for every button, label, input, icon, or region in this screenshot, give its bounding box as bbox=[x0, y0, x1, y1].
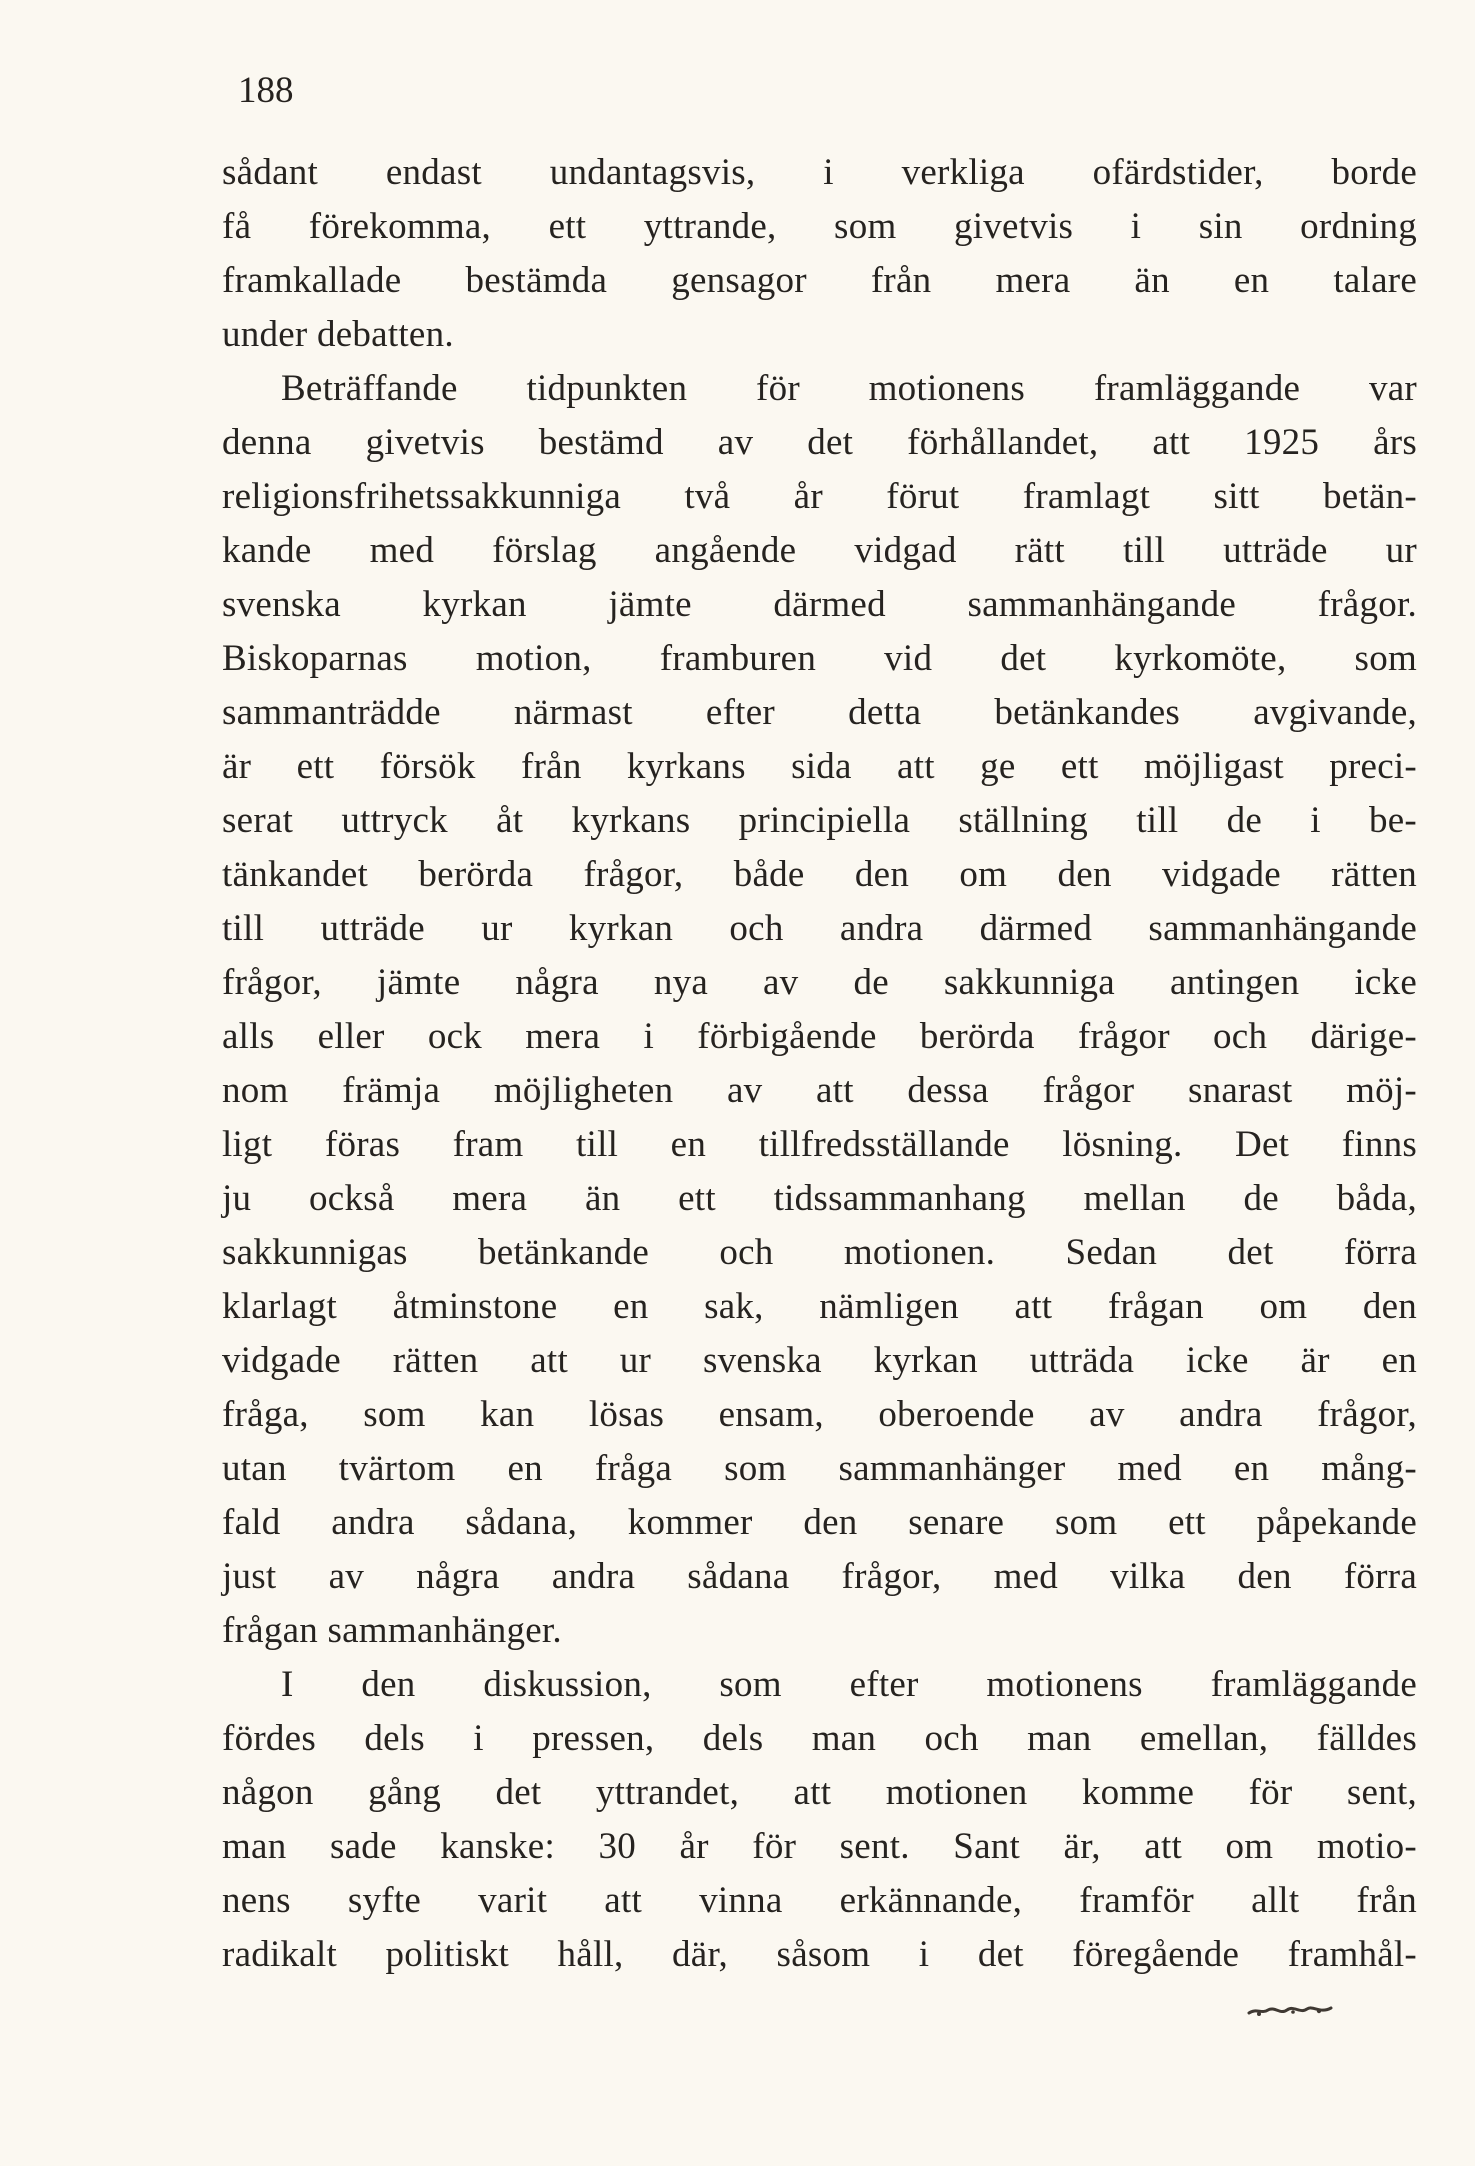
text-line: nens syfte varit att vinna erkännande, framför allt från bbox=[222, 1880, 1417, 1921]
page-text bbox=[222, 146, 1417, 1982]
text-line: Biskoparnas motion, framburen vid det kyrkomöte, som bbox=[222, 638, 1417, 679]
text-line: få förekomma, ett yttrande, som givetvis i sin ordning bbox=[222, 206, 1417, 247]
text-line: ju också mera än ett tidssammanhang mellan de båda, bbox=[222, 1178, 1417, 1219]
text-line: till utträde ur kyrkan och andra därmed sammanhängande bbox=[222, 908, 1417, 949]
text-line: sammanträdde närmast efter detta betänkandes avgivande, bbox=[222, 692, 1417, 733]
text-line: sådant endast undantagsvis, i verkliga ofärdstider, borde bbox=[222, 152, 1417, 193]
text-line: frågan sammanhänger. bbox=[222, 1610, 562, 1651]
text-line: kande med förslag angående vidgad rätt till utträde ur bbox=[222, 530, 1417, 571]
text-line: denna givetvis bestämd av det förhållandet, att 1925 års bbox=[222, 422, 1417, 463]
text-line: ligt föras fram till en tillfredsställande lösning. Det finns bbox=[222, 1124, 1417, 1165]
page-number: 188 bbox=[238, 70, 294, 111]
text-line: religionsfrihetssakkunniga två år förut framlagt sitt betän- bbox=[222, 476, 1417, 517]
text-line: nom främja möjligheten av att dessa frågor snarast möj- bbox=[222, 1070, 1417, 1111]
text-line: fördes dels i pressen, dels man och man emellan, fälldes bbox=[222, 1718, 1417, 1759]
text-line: man sade kanske: 30 år för sent. Sant är, att om motio- bbox=[222, 1826, 1417, 1867]
text-line: serat uttryck åt kyrkans principiella ställning till de i be- bbox=[222, 800, 1417, 841]
text-line: fald andra sådana, kommer den senare som ett påpekande bbox=[222, 1502, 1417, 1543]
text-line: klarlagt åtminstone en sak, nämligen att frågan om den bbox=[222, 1286, 1417, 1327]
text-line: I den diskussion, som efter motionens framläggande bbox=[281, 1664, 1417, 1705]
text-line: fråga, som kan lösas ensam, oberoende av andra frågor, bbox=[222, 1394, 1417, 1435]
text-line: någon gång det yttrandet, att motionen komme för sent, bbox=[222, 1772, 1417, 1813]
text-line: framkallade bestämda gensagor från mera än en talare bbox=[222, 260, 1417, 301]
library-stamp-mark bbox=[1244, 2000, 1336, 2020]
text-line: sakkunnigas betänkande och motionen. Sedan det förra bbox=[222, 1232, 1417, 1273]
text-line: just av några andra sådana frågor, med vilka den förra bbox=[222, 1556, 1417, 1597]
text-line: vidgade rätten att ur svenska kyrkan utträda icke är en bbox=[222, 1340, 1417, 1381]
text-line: tänkandet berörda frågor, både den om den vidgade rätten bbox=[222, 854, 1417, 895]
text-line: under debatten. bbox=[222, 314, 454, 355]
text-line: radikalt politiskt håll, där, såsom i det föregående framhål- bbox=[222, 1934, 1417, 1975]
text-line: frågor, jämte några nya av de sakkunniga antingen icke bbox=[222, 962, 1417, 1003]
text-line: svenska kyrkan jämte därmed sammanhängande frågor. bbox=[222, 584, 1417, 625]
text-line: utan tvärtom en fråga som sammanhänger med en mång- bbox=[222, 1448, 1417, 1489]
text-line: alls eller ock mera i förbigående berörda frågor och därige- bbox=[222, 1016, 1417, 1057]
text-line: är ett försök från kyrkans sida att ge ett möjligast preci- bbox=[222, 746, 1417, 787]
text-line: Beträffande tidpunkten för motionens framläggande var bbox=[281, 368, 1417, 409]
